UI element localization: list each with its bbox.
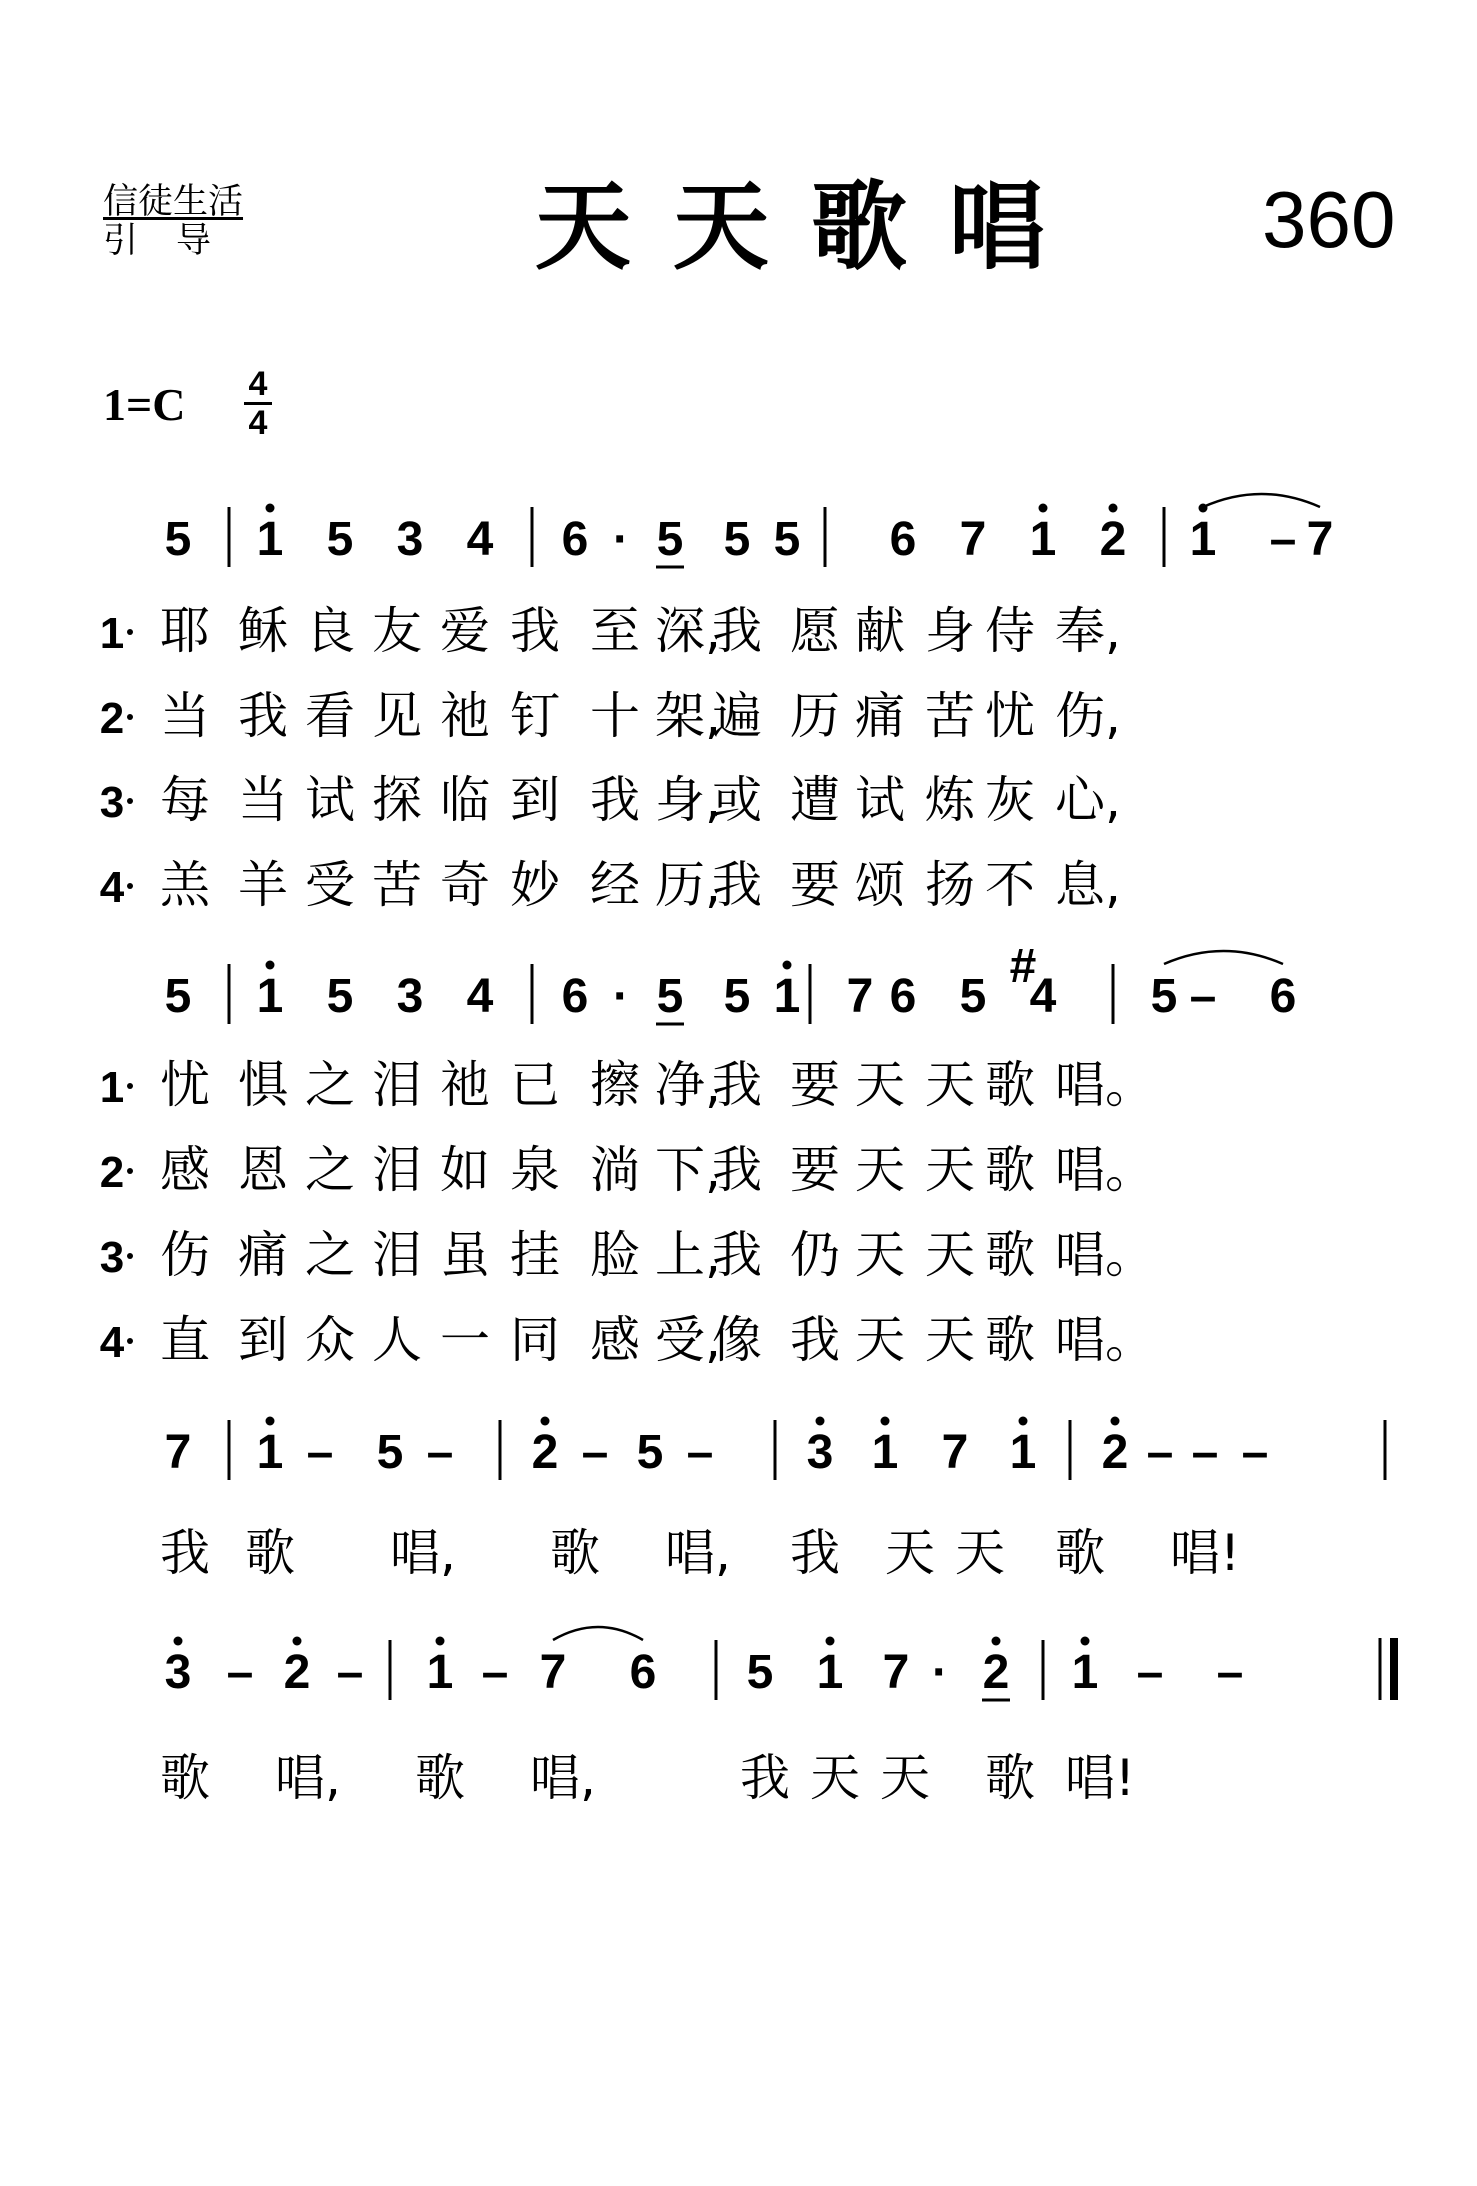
lyric-syllable: 如	[440, 1141, 490, 1199]
tie-arc	[553, 1627, 643, 1640]
note: 6	[889, 513, 917, 566]
octave-dot-above	[541, 1417, 550, 1426]
lyric-syllable: 天	[925, 1141, 975, 1199]
verse-number-dot	[127, 883, 133, 889]
lyric-syllable: 愿	[790, 602, 840, 660]
dash-note: –	[306, 1426, 334, 1479]
subcategory-label: 引导	[103, 221, 250, 261]
lyric-syllable: 苦	[925, 687, 975, 745]
octave-dot-above	[436, 1637, 445, 1646]
hymn-title: 天天歌唱	[535, 171, 1087, 283]
lyric-syllable: 泪	[372, 1141, 422, 1199]
verse-number: 2	[99, 1148, 125, 1197]
lyric-syllable: 灰	[985, 771, 1035, 829]
lyric-syllable: 祂	[440, 687, 490, 745]
octave-dot-above	[1109, 504, 1118, 513]
verse-number: 3	[99, 1233, 125, 1282]
verse-number: 1	[99, 609, 125, 658]
dash-note: –	[226, 1646, 254, 1699]
verse-number-dot	[127, 1168, 133, 1174]
lyric-syllable: 歌	[160, 1749, 210, 1807]
lyric-syllable: 身	[925, 602, 975, 660]
lyric-syllable: 忧	[160, 1056, 210, 1114]
lyric-syllable: 苦	[372, 856, 422, 914]
note: 3	[396, 513, 424, 566]
augmentation-dot: ·	[613, 513, 629, 566]
dash-note: –	[1216, 1646, 1244, 1699]
lyric-syllable: 天	[925, 1311, 975, 1369]
lyric-syllable: 仍	[790, 1226, 840, 1284]
lyric-syllable: 天	[955, 1524, 1005, 1582]
note: 6	[561, 970, 589, 1023]
lyric-syllable: 当	[160, 687, 210, 745]
octave-dot-above	[1019, 1417, 1028, 1426]
lyric-syllable: 唱,	[665, 1524, 731, 1582]
lyric-syllable: 当	[238, 771, 288, 829]
lyric-syllable: 不	[985, 856, 1035, 914]
lyric-syllable: 直	[160, 1311, 210, 1369]
lyric-syllable: 伤,	[1055, 687, 1121, 745]
lyric-syllable: 试	[305, 771, 355, 829]
verse-number: 4	[99, 1318, 125, 1367]
lyric-syllable: 扬	[925, 856, 975, 914]
lyric-syllable: 歌	[985, 1141, 1035, 1199]
lyric-syllable: 唱,	[530, 1749, 596, 1807]
lyric-syllable: 忧	[985, 687, 1035, 745]
note: 1	[871, 1426, 899, 1479]
lyric-syllable: 每	[160, 771, 210, 829]
verse-number: 1	[99, 1063, 125, 1112]
lyric-syllable: 友	[372, 602, 422, 660]
lyric-syllable: 我	[712, 856, 762, 914]
dash-note: –	[686, 1426, 714, 1479]
lyric-syllable: 淌	[590, 1141, 640, 1199]
lyric-syllable: 遭	[790, 771, 840, 829]
lyric-syllable: 天	[855, 1056, 905, 1114]
lyric-syllable: 息,	[1055, 856, 1121, 914]
lyric-syllable: 我	[790, 1524, 840, 1582]
dash-note: –	[581, 1426, 609, 1479]
lyric-syllable: 感	[160, 1141, 210, 1199]
lyric-syllable: 天	[925, 1226, 975, 1284]
lyric-syllable: 我	[510, 602, 560, 660]
tie-arc	[1164, 951, 1283, 964]
note: 3	[396, 970, 424, 1023]
lyric-syllable: 唱。	[1055, 1056, 1155, 1114]
lyric-syllable: 侍	[985, 602, 1035, 660]
sharp-sign: #	[1009, 940, 1037, 993]
lyric-syllable: 恩	[238, 1141, 288, 1199]
lyric-syllable: 歌	[985, 1226, 1035, 1284]
verse-number-dot	[127, 1083, 133, 1089]
augmentation-dot: ·	[932, 1646, 948, 1699]
note: 7	[539, 1646, 567, 1699]
note: 5	[636, 1426, 664, 1479]
lyric-syllable: 泪	[372, 1226, 422, 1284]
note: 6	[629, 1646, 657, 1699]
lyric-syllable: 探	[372, 771, 422, 829]
lyric-syllable: 唱。	[1055, 1141, 1155, 1199]
lyric-syllable: 歌	[550, 1524, 600, 1582]
note: 1	[256, 513, 284, 566]
lyric-syllable: 心,	[1055, 771, 1121, 829]
time-signature-top: 4	[248, 365, 268, 403]
lyric-syllable: 天	[880, 1749, 930, 1807]
lyric-syllable: 耶	[160, 602, 210, 660]
note: 5	[326, 970, 354, 1023]
hymn-number: 360	[1262, 175, 1396, 264]
time-signature-bottom: 4	[248, 404, 268, 442]
note: 5	[723, 513, 751, 566]
lyric-syllable: 试	[855, 771, 905, 829]
lyric-syllable: 我	[712, 1226, 762, 1284]
lyric-syllable: 我	[740, 1749, 790, 1807]
note: 6	[889, 970, 917, 1023]
dash-note: –	[336, 1646, 364, 1699]
lyric-syllable: 羊	[238, 856, 288, 914]
lyric-syllable: 我	[712, 1056, 762, 1114]
dash-note: –	[481, 1646, 509, 1699]
lyric-syllable: 擦	[590, 1056, 640, 1114]
lyric-syllable: 爱	[440, 602, 490, 660]
lyric-syllable: 歌	[985, 1749, 1035, 1807]
note: 4	[1029, 970, 1057, 1023]
lyric-syllable: 天	[855, 1141, 905, 1199]
lyric-syllable: 唱,	[275, 1749, 341, 1807]
lyric-syllable: 虽	[440, 1226, 490, 1284]
note: 5	[656, 513, 684, 566]
octave-dot-above	[293, 1637, 302, 1646]
note: 7	[846, 970, 874, 1023]
lyric-syllable: 人	[372, 1311, 422, 1369]
octave-dot-above	[826, 1637, 835, 1646]
lyric-syllable: 我	[712, 1141, 762, 1199]
verse-number: 4	[99, 863, 125, 912]
note: 1	[773, 970, 801, 1023]
dash-note: –	[426, 1426, 454, 1479]
lyric-syllable: 已	[510, 1056, 560, 1114]
lyric-syllable: 见	[372, 687, 422, 745]
lyric-syllable: 受	[305, 856, 355, 914]
lyric-syllable: 之	[305, 1226, 355, 1284]
lyric-syllable: 十	[590, 687, 640, 745]
lyric-syllable: 一	[440, 1311, 490, 1369]
lyric-syllable: 钉	[510, 687, 560, 745]
lyric-syllable: 下,	[655, 1141, 721, 1199]
verse-number-dot	[127, 629, 133, 635]
note: 1	[1009, 1426, 1037, 1479]
lyric-syllable: 唱。	[1055, 1226, 1155, 1284]
lyric-syllable: 献	[855, 602, 905, 660]
key-signature: 1=C	[103, 379, 186, 430]
note: 3	[806, 1426, 834, 1479]
note: 5	[164, 513, 192, 566]
lyric-syllable: 感	[590, 1311, 640, 1369]
lyric-syllable: 脸	[590, 1226, 640, 1284]
note: 4	[466, 970, 494, 1023]
note: 5	[656, 970, 684, 1023]
lyric-syllable: 炼	[925, 771, 975, 829]
lyric-syllable: 稣	[238, 602, 288, 660]
note: 2	[982, 1646, 1010, 1699]
note: 1	[256, 970, 284, 1023]
lyric-syllable: 众	[305, 1311, 355, 1369]
lyric-syllable: 深,	[655, 602, 721, 660]
lyric-syllable: 至	[590, 602, 640, 660]
verse-number-dot	[127, 798, 133, 804]
note: 5	[773, 513, 801, 566]
lyric-syllable: 净,	[655, 1056, 721, 1114]
lyric-syllable: 像	[712, 1311, 762, 1369]
note: 1	[1071, 1646, 1099, 1699]
lyric-syllable: 或	[712, 771, 762, 829]
tie-arc	[1203, 494, 1320, 507]
note: 6	[1269, 970, 1297, 1023]
octave-dot-above	[881, 1417, 890, 1426]
note: 1	[256, 1426, 284, 1479]
lyric-syllable: 歌	[985, 1311, 1035, 1369]
dash-note: –	[1136, 1646, 1164, 1699]
octave-dot-above	[266, 504, 275, 513]
note: 4	[466, 513, 494, 566]
note: 5	[326, 513, 354, 566]
note: 5	[746, 1646, 774, 1699]
verse-number-dot	[127, 1338, 133, 1344]
note: 6	[561, 513, 589, 566]
lyric-syllable: 看	[305, 687, 355, 745]
note: 3	[164, 1646, 192, 1699]
dash-note: –	[1146, 1426, 1174, 1479]
lyric-syllable: 到	[238, 1311, 288, 1369]
lyric-syllable: 同	[510, 1311, 560, 1369]
lyric-syllable: 天	[885, 1524, 935, 1582]
lyric-syllable: 架,	[655, 687, 721, 745]
note: 2	[1101, 1426, 1129, 1479]
note: 5	[164, 970, 192, 1023]
lyric-syllable: 天	[810, 1749, 860, 1807]
lyric-syllable: 歌	[985, 1056, 1035, 1114]
dash-note: –	[1189, 970, 1217, 1023]
dash-note: –	[1241, 1426, 1269, 1479]
verse-number-dot	[127, 1253, 133, 1259]
lyric-syllable: 妙	[510, 856, 560, 914]
lyric-syllable: 伤	[160, 1226, 210, 1284]
lyric-syllable: 要	[790, 1141, 840, 1199]
lyric-syllable: 唱。	[1055, 1311, 1155, 1369]
note: 2	[283, 1646, 311, 1699]
note: 7	[882, 1646, 910, 1699]
octave-dot-above	[1111, 1417, 1120, 1426]
lyric-syllable: 泉	[510, 1141, 560, 1199]
lyric-syllable: 要	[790, 856, 840, 914]
note: 7	[1306, 513, 1334, 566]
lyric-syllable: 痛	[238, 1226, 288, 1284]
lyric-syllable: 经	[590, 856, 640, 914]
lyric-syllable: 羔	[160, 856, 210, 914]
octave-dot-above	[816, 1417, 825, 1426]
lyric-syllable: 唱!	[1065, 1749, 1136, 1807]
octave-dot-above	[783, 961, 792, 970]
lyric-syllable: 我	[238, 687, 288, 745]
lyric-syllable: 歌	[415, 1749, 465, 1807]
octave-dot-above	[266, 961, 275, 970]
note: 1	[1189, 513, 1217, 566]
lyric-syllable: 惧	[238, 1056, 288, 1114]
note: 1	[1029, 513, 1057, 566]
lyric-syllable: 受,	[655, 1311, 721, 1369]
lyric-syllable: 天	[925, 1056, 975, 1114]
dash-note: –	[1269, 513, 1297, 566]
lyric-syllable: 要	[790, 1056, 840, 1114]
lyric-syllable: 歌	[245, 1524, 295, 1582]
verse-number-dot	[127, 714, 133, 720]
verse-number: 3	[99, 778, 125, 827]
lyric-syllable: 奇	[440, 856, 490, 914]
lyric-syllable: 奉,	[1055, 602, 1121, 660]
lyric-syllable: 唱!	[1170, 1524, 1241, 1582]
note: 5	[1150, 970, 1178, 1023]
lyric-syllable: 痛	[855, 687, 905, 745]
augmentation-dot: ·	[613, 970, 629, 1023]
verse-number: 2	[99, 694, 125, 743]
lyric-syllable: 祂	[440, 1056, 490, 1114]
note: 7	[941, 1426, 969, 1479]
note: 2	[1099, 513, 1127, 566]
lyric-syllable: 上,	[655, 1226, 721, 1284]
note: 7	[959, 513, 987, 566]
octave-dot-above	[1081, 1637, 1090, 1646]
lyric-syllable: 天	[855, 1311, 905, 1369]
octave-dot-above	[174, 1637, 183, 1646]
lyric-syllable: 我	[790, 1311, 840, 1369]
lyric-syllable: 历	[790, 687, 840, 745]
lyric-syllable: 天	[855, 1226, 905, 1284]
note: 7	[164, 1426, 192, 1479]
dash-note: –	[1191, 1426, 1219, 1479]
lyric-syllable: 遍	[712, 687, 762, 745]
lyric-syllable: 挂	[510, 1226, 560, 1284]
lyric-syllable: 良	[305, 602, 355, 660]
lyric-syllable: 身,	[655, 771, 721, 829]
lyric-syllable: 歌	[1055, 1524, 1105, 1582]
note: 1	[816, 1646, 844, 1699]
lyric-syllable: 我	[590, 771, 640, 829]
lyric-syllable: 临	[440, 771, 490, 829]
octave-dot-above	[266, 1417, 275, 1426]
lyric-syllable: 我	[160, 1524, 210, 1582]
lyric-syllable: 泪	[372, 1056, 422, 1114]
lyric-syllable: 唱,	[390, 1524, 456, 1582]
note: 5	[723, 970, 751, 1023]
note: 5	[959, 970, 987, 1023]
lyric-syllable: 之	[305, 1141, 355, 1199]
note: 5	[376, 1426, 404, 1479]
lyric-syllable: 到	[510, 771, 560, 829]
lyric-syllable: 历,	[655, 856, 721, 914]
octave-dot-above	[992, 1637, 1001, 1646]
category-label: 信徒生活	[103, 182, 244, 222]
octave-dot-above	[1039, 504, 1048, 513]
note: 1	[426, 1646, 454, 1699]
lyric-syllable: 我	[712, 602, 762, 660]
lyric-syllable: 颂	[855, 856, 905, 914]
lyric-syllable: 之	[305, 1056, 355, 1114]
note: 2	[531, 1426, 559, 1479]
